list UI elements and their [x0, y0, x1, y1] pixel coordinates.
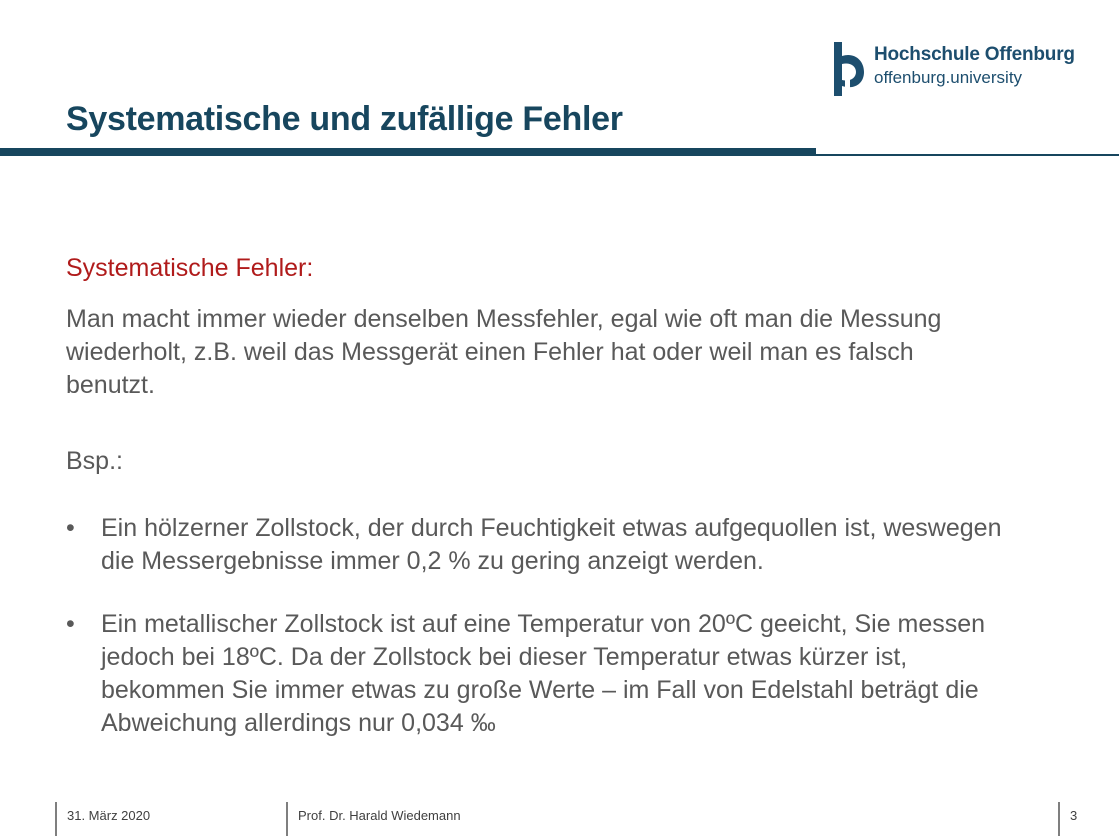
bullet-marker: •: [66, 514, 75, 542]
bullet-marker: •: [66, 610, 75, 638]
logo-name: Hochschule Offenburg: [874, 44, 1075, 65]
bullet-item: [66, 608, 1026, 740]
slide-title: Systematische und zufällige Fehler: [66, 100, 623, 138]
intro-paragraph: Man macht immer wieder denselben Messfehler, egal wie oft man die Messung wiederholt, z.B. weil das Messgerät einen Fehler hat oder weil man es falsch benutzt.: [66, 305, 942, 399]
footer-divider: [1058, 802, 1060, 836]
bullet-text: Ein metallischer Zollstock ist auf eine Temperatur von 20ºC geeicht, Sie messen jedoch bei 18ºC. Da der Zollstock bei dieser Temperatur etwas kürzer ist, bekommen Sie immer etwas zu große Werte – im Fall von Edelstahl beträgt die Abweichung allerdings nur 0,034 ‰: [101, 610, 986, 737]
logo-subtitle: offenburg.university: [874, 68, 1023, 87]
hochschule-offenburg-logo-icon: [834, 42, 864, 96]
page-number: 3: [1070, 808, 1078, 823]
example-label: Bsp.:: [66, 447, 123, 475]
bullet-item: [66, 512, 1026, 578]
footer-divider: [286, 802, 288, 836]
bullet-text: Ein hölzerner Zollstock, der durch Feuchtigkeit etwas aufgequollen ist, weswegen die Messergebnisse immer 0,2 % zu gering anzeigt werden.: [101, 514, 1002, 575]
footer-date: 31. März 2020: [67, 808, 151, 823]
footer-author: Prof. Dr. Harald Wiedemann: [298, 808, 461, 823]
university-logo: [834, 42, 1094, 98]
section-heading: Systematische Fehler:: [66, 254, 314, 282]
title-rule-thick: [0, 148, 816, 156]
footer-divider: [55, 802, 57, 836]
title-rule-thin: [816, 154, 1119, 156]
